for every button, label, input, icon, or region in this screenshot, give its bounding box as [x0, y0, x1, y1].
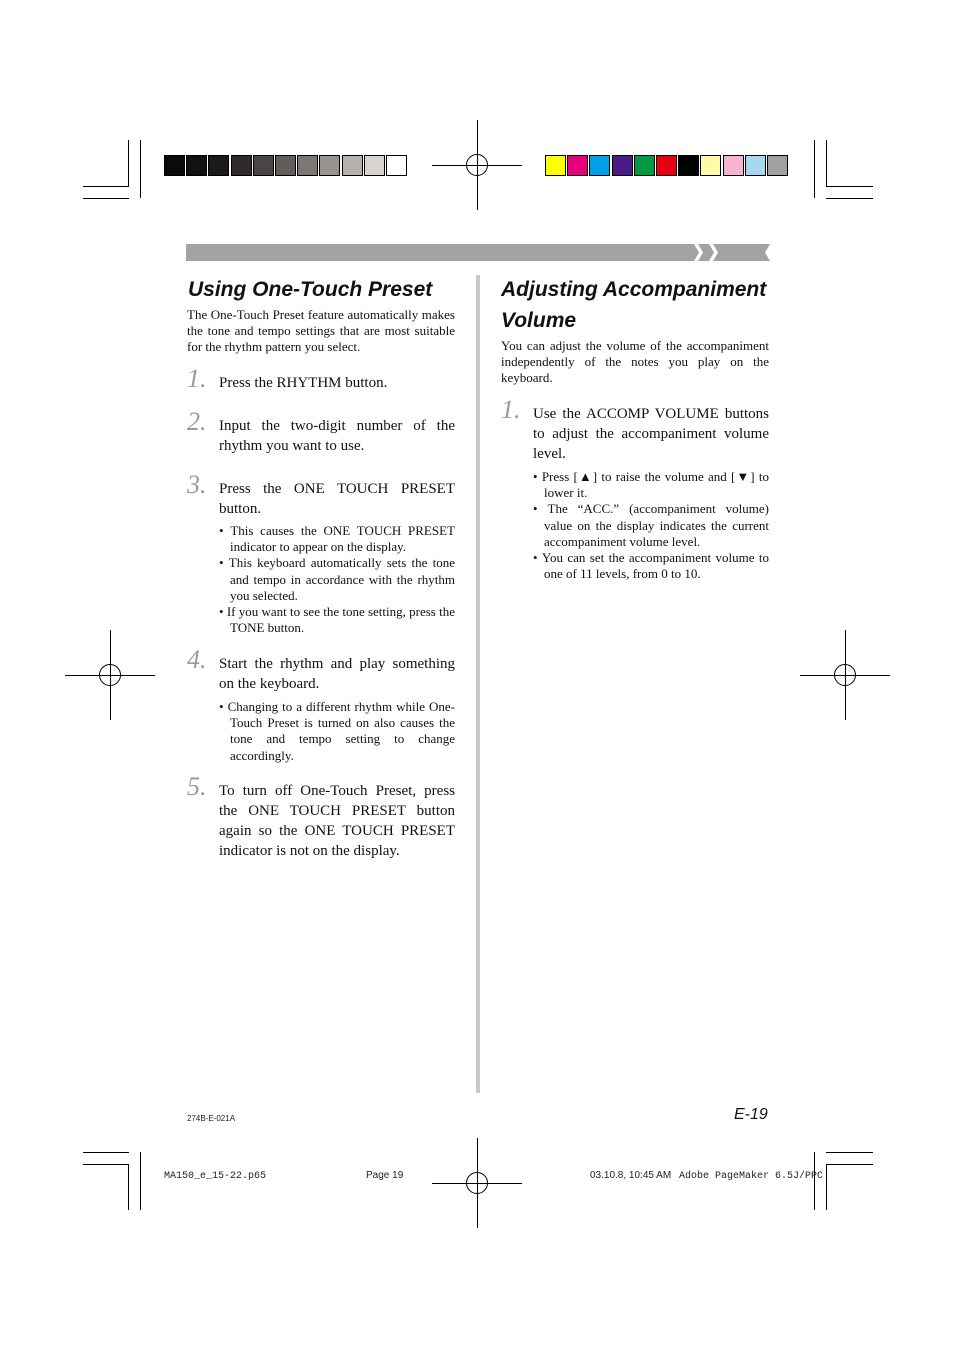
note: • Press [▲] to raise the volume and [▼] to lower it.	[533, 469, 769, 501]
color-swatch	[678, 155, 699, 176]
step-number: 3.	[187, 470, 207, 499]
color-swatch	[297, 155, 318, 176]
registration-mark-bottom-center	[432, 1138, 522, 1228]
step-text: Use the ACCOMP VOLUME buttons to adjust the accompaniment volume level.	[533, 406, 769, 462]
note: • The “ACC.” (accompaniment volume) value on the display indicates the current accompaniment volume level.	[533, 501, 769, 550]
note: • If you want to see the tone setting, press the TONE button.	[219, 604, 455, 636]
step-1-accomp-notes	[533, 469, 769, 582]
section-title-one-touch-preset: Using One-Touch Preset	[188, 278, 433, 301]
color-swatch	[253, 155, 274, 176]
registration-mark-right-middle	[800, 630, 890, 720]
color-swatch	[656, 155, 677, 176]
color-swatch	[767, 155, 788, 176]
step-text: Press the ONE TOUCH PRESET button.	[219, 481, 455, 517]
step-number: 4.	[187, 645, 207, 674]
slug-application: Adobe PageMaker 6.5J/PPC	[679, 1171, 824, 1182]
note: • This causes the ONE TOUCH PRESET indicator to appear on the display.	[219, 523, 455, 555]
color-swatch	[700, 155, 721, 176]
step-number: 1.	[187, 364, 207, 393]
color-swatch	[342, 155, 363, 176]
note: • You can set the accompaniment volume to one of 11 levels, from 0 to 10.	[533, 550, 769, 582]
step-3-notes	[219, 523, 455, 636]
intro-one-touch-preset: The One-Touch Preset feature automatically makes the tone and tempo settings that are most suitable for the rhythm pattern you select.	[187, 307, 455, 355]
color-swatch	[634, 155, 655, 176]
page-number: E-19	[734, 1106, 768, 1123]
registration-mark-left-middle	[65, 630, 155, 720]
intro-accompaniment-volume: You can adjust the volume of the accompaniment independently of the notes you play on the keyboard.	[501, 338, 769, 386]
step-text: Start the rhythm and play something on the keyboard.	[219, 656, 455, 692]
color-swatch	[545, 155, 566, 176]
step-text: To turn off One-Touch Preset, press the ONE TOUCH PRESET button again so the ONE TOUCH PRESET indicator is not on the display.	[219, 783, 455, 859]
note: • This keyboard automatically sets the tone and tempo in accordance with the rhythm you selected.	[219, 555, 455, 604]
column-divider	[476, 275, 480, 1093]
color-swatch	[612, 155, 633, 176]
step-number: 5.	[187, 772, 207, 801]
slug-page: Page 19	[366, 1170, 404, 1181]
slug-date: 03.10.8, 10:45 AM	[590, 1170, 672, 1181]
color-swatch	[723, 155, 744, 176]
color-swatch	[164, 155, 185, 176]
slug-file-name: MA150_e_15-22.p65	[164, 1171, 267, 1182]
color-swatch	[745, 155, 766, 176]
color-swatch	[231, 155, 252, 176]
color-swatch	[589, 155, 610, 176]
color-swatch	[386, 155, 407, 176]
step-4-notes	[219, 699, 455, 764]
color-swatch	[186, 155, 207, 176]
color-swatch	[319, 155, 340, 176]
step-number: 2.	[187, 407, 207, 436]
note: • Changing to a different rhythm while One-Touch Preset is turned on also causes the tone and tempo setting to change accordingly.	[219, 699, 455, 764]
title-line: Volume	[501, 309, 577, 332]
color-swatch	[567, 155, 588, 176]
step-text: Press the RHYTHM button.	[219, 375, 388, 391]
step-number: 1.	[501, 395, 521, 424]
color-swatch	[208, 155, 229, 176]
title-line: Adjusting Accompaniment	[501, 278, 767, 301]
section-title-accompaniment-volume	[501, 274, 766, 336]
document-code: 274B-E-021A	[187, 1114, 236, 1123]
color-swatch	[364, 155, 385, 176]
step-text: Input the two-digit number of the rhythm you want to use.	[219, 418, 455, 454]
registration-mark-top-center	[432, 120, 522, 210]
header-band	[186, 244, 770, 261]
color-swatch	[275, 155, 296, 176]
